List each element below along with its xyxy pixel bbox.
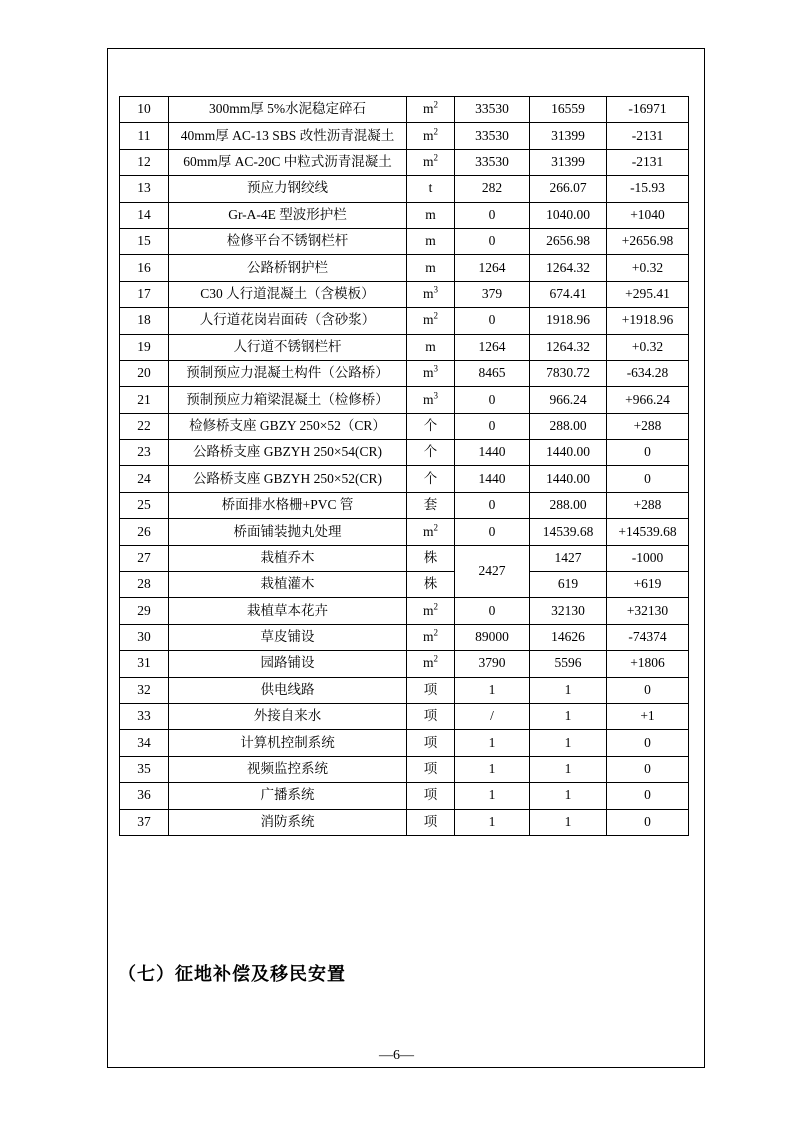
design-quantity-cell: 0 bbox=[455, 598, 530, 624]
item-name-cell: 公路桥钢护栏 bbox=[169, 255, 407, 281]
unit-text: m bbox=[422, 101, 434, 117]
unit-text: m bbox=[422, 365, 434, 381]
item-name-cell: 园路铺设 bbox=[169, 651, 407, 677]
quantity-table-body bbox=[120, 97, 689, 836]
design-quantity-cell: 282 bbox=[455, 176, 530, 202]
unit-superscript: 3 bbox=[433, 390, 438, 401]
unit-text: 个 bbox=[423, 444, 438, 460]
table-row bbox=[120, 572, 689, 598]
change-quantity-cell: -74374 bbox=[607, 624, 689, 650]
unit-superscript: 3 bbox=[433, 284, 438, 295]
unit-text: t bbox=[428, 180, 433, 196]
change-quantity-cell: 0 bbox=[607, 440, 689, 466]
unit-text: 项 bbox=[423, 734, 438, 750]
design-quantity-cell: 1264 bbox=[455, 255, 530, 281]
unit-superscript: 2 bbox=[433, 152, 438, 163]
table-row bbox=[120, 809, 689, 835]
unit-text: 项 bbox=[423, 813, 438, 829]
actual-quantity-cell: 1 bbox=[530, 809, 607, 835]
design-quantity-cell: 2427 bbox=[455, 545, 530, 598]
unit-text: 项 bbox=[423, 681, 438, 697]
unit-cell bbox=[407, 730, 455, 756]
unit-text: 项 bbox=[423, 787, 438, 803]
row-number-cell: 23 bbox=[120, 440, 169, 466]
table-row bbox=[120, 756, 689, 782]
item-name-cell: 检修平台不锈钢栏杆 bbox=[169, 228, 407, 254]
unit-cell bbox=[407, 149, 455, 175]
change-quantity-cell: -2131 bbox=[607, 123, 689, 149]
design-quantity-cell: 1 bbox=[455, 677, 530, 703]
design-quantity-cell: 1440 bbox=[455, 466, 530, 492]
actual-quantity-cell: 2656.98 bbox=[530, 228, 607, 254]
table-row bbox=[120, 308, 689, 334]
change-quantity-cell: +295.41 bbox=[607, 281, 689, 307]
table-row bbox=[120, 624, 689, 650]
unit-cell bbox=[407, 281, 455, 307]
change-quantity-cell: +288 bbox=[607, 492, 689, 518]
unit-text: m bbox=[422, 523, 434, 539]
design-quantity-cell: 33530 bbox=[455, 97, 530, 123]
change-quantity-cell: 0 bbox=[607, 809, 689, 835]
actual-quantity-cell: 288.00 bbox=[530, 492, 607, 518]
item-name-cell: 桥面排水格栅+PVC 管 bbox=[169, 492, 407, 518]
row-number-cell: 19 bbox=[120, 334, 169, 360]
unit-cell bbox=[407, 334, 455, 360]
table-row bbox=[120, 730, 689, 756]
change-quantity-cell: +966.24 bbox=[607, 387, 689, 413]
row-number-cell: 11 bbox=[120, 123, 169, 149]
design-quantity-cell: 8465 bbox=[455, 360, 530, 386]
unit-superscript: 2 bbox=[433, 522, 438, 533]
table-row bbox=[120, 651, 689, 677]
row-number-cell: 18 bbox=[120, 308, 169, 334]
row-number-cell: 26 bbox=[120, 519, 169, 545]
row-number-cell: 27 bbox=[120, 545, 169, 571]
item-name-cell: 公路桥支座 GBZYH 250×52(CR) bbox=[169, 466, 407, 492]
unit-text: m bbox=[422, 127, 434, 143]
design-quantity-cell: 33530 bbox=[455, 149, 530, 175]
table-row bbox=[120, 519, 689, 545]
item-name-cell: 计算机控制系统 bbox=[169, 730, 407, 756]
design-quantity-cell: 379 bbox=[455, 281, 530, 307]
row-number-cell: 17 bbox=[120, 281, 169, 307]
actual-quantity-cell: 1 bbox=[530, 783, 607, 809]
design-quantity-cell: 3790 bbox=[455, 651, 530, 677]
actual-quantity-cell: 1 bbox=[530, 730, 607, 756]
unit-text: m bbox=[422, 629, 434, 645]
change-quantity-cell: +288 bbox=[607, 413, 689, 439]
item-name-cell: 外接自来水 bbox=[169, 703, 407, 729]
row-number-cell: 16 bbox=[120, 255, 169, 281]
actual-quantity-cell: 288.00 bbox=[530, 413, 607, 439]
actual-quantity-cell: 674.41 bbox=[530, 281, 607, 307]
change-quantity-cell: 0 bbox=[607, 783, 689, 809]
row-number-cell: 24 bbox=[120, 466, 169, 492]
item-name-cell: 60mm厚 AC-20C 中粒式沥青混凝土 bbox=[169, 149, 407, 175]
item-name-cell: 40mm厚 AC-13 SBS 改性沥青混凝土 bbox=[169, 123, 407, 149]
unit-superscript: 2 bbox=[433, 627, 438, 638]
table-row bbox=[120, 97, 689, 123]
design-quantity-cell: 1 bbox=[455, 756, 530, 782]
unit-superscript: 2 bbox=[433, 99, 438, 110]
page-number: —6— bbox=[379, 1048, 414, 1063]
unit-cell bbox=[407, 756, 455, 782]
unit-text: 个 bbox=[423, 417, 438, 433]
actual-quantity-cell: 1264.32 bbox=[530, 334, 607, 360]
unit-text: m bbox=[422, 655, 434, 671]
row-number-cell: 12 bbox=[120, 149, 169, 175]
design-quantity-cell: 0 bbox=[455, 308, 530, 334]
unit-cell bbox=[407, 624, 455, 650]
unit-cell bbox=[407, 176, 455, 202]
row-number-cell: 13 bbox=[120, 176, 169, 202]
actual-quantity-cell: 1918.96 bbox=[530, 308, 607, 334]
actual-quantity-cell: 1 bbox=[530, 703, 607, 729]
actual-quantity-cell: 31399 bbox=[530, 149, 607, 175]
row-number-cell: 15 bbox=[120, 228, 169, 254]
row-number-cell: 31 bbox=[120, 651, 169, 677]
row-number-cell: 29 bbox=[120, 598, 169, 624]
change-quantity-cell: +0.32 bbox=[607, 255, 689, 281]
section-heading: （七）征地补偿及移民安置 bbox=[118, 964, 346, 985]
unit-superscript: 2 bbox=[433, 653, 438, 664]
table-row bbox=[120, 255, 689, 281]
change-quantity-cell: -16971 bbox=[607, 97, 689, 123]
actual-quantity-cell: 32130 bbox=[530, 598, 607, 624]
change-quantity-cell: 0 bbox=[607, 466, 689, 492]
row-number-cell: 25 bbox=[120, 492, 169, 518]
unit-superscript: 2 bbox=[433, 310, 438, 321]
row-number-cell: 28 bbox=[120, 572, 169, 598]
item-name-cell: 供电线路 bbox=[169, 677, 407, 703]
change-quantity-cell: -15.93 bbox=[607, 176, 689, 202]
row-number-cell: 14 bbox=[120, 202, 169, 228]
unit-cell bbox=[407, 677, 455, 703]
table-row bbox=[120, 202, 689, 228]
row-number-cell: 33 bbox=[120, 703, 169, 729]
change-quantity-cell: 0 bbox=[607, 677, 689, 703]
change-quantity-cell: 0 bbox=[607, 756, 689, 782]
item-name-cell: 预制预应力箱梁混凝土（检修桥） bbox=[169, 387, 407, 413]
row-number-cell: 10 bbox=[120, 97, 169, 123]
table-row bbox=[120, 387, 689, 413]
unit-text: m bbox=[422, 154, 434, 170]
design-quantity-cell: 0 bbox=[455, 228, 530, 254]
unit-superscript: 2 bbox=[433, 126, 438, 137]
unit-cell bbox=[407, 228, 455, 254]
change-quantity-cell: +1040 bbox=[607, 202, 689, 228]
unit-cell bbox=[407, 492, 455, 518]
table-row bbox=[120, 440, 689, 466]
unit-text: m bbox=[425, 233, 436, 249]
unit-cell bbox=[407, 783, 455, 809]
table-row bbox=[120, 360, 689, 386]
item-name-cell: 视频监控系统 bbox=[169, 756, 407, 782]
unit-text: m bbox=[422, 602, 434, 618]
table-row bbox=[120, 149, 689, 175]
unit-cell bbox=[407, 519, 455, 545]
table-row bbox=[120, 677, 689, 703]
change-quantity-cell: +619 bbox=[607, 572, 689, 598]
design-quantity-cell: 0 bbox=[455, 202, 530, 228]
actual-quantity-cell: 1 bbox=[530, 756, 607, 782]
change-quantity-cell: +32130 bbox=[607, 598, 689, 624]
unit-cell bbox=[407, 572, 455, 598]
row-number-cell: 32 bbox=[120, 677, 169, 703]
design-quantity-cell: 0 bbox=[455, 413, 530, 439]
unit-cell bbox=[407, 703, 455, 729]
unit-cell bbox=[407, 809, 455, 835]
unit-cell bbox=[407, 413, 455, 439]
actual-quantity-cell: 266.07 bbox=[530, 176, 607, 202]
change-quantity-cell: +1806 bbox=[607, 651, 689, 677]
actual-quantity-cell: 1440.00 bbox=[530, 466, 607, 492]
change-quantity-cell: -1000 bbox=[607, 545, 689, 571]
unit-text: 株 bbox=[423, 576, 438, 592]
design-quantity-cell: 0 bbox=[455, 519, 530, 545]
row-number-cell: 35 bbox=[120, 756, 169, 782]
design-quantity-cell: 33530 bbox=[455, 123, 530, 149]
design-quantity-cell: 1 bbox=[455, 809, 530, 835]
table-row bbox=[120, 176, 689, 202]
unit-text: m bbox=[425, 338, 436, 354]
item-name-cell: 消防系统 bbox=[169, 809, 407, 835]
row-number-cell: 37 bbox=[120, 809, 169, 835]
row-number-cell: 20 bbox=[120, 360, 169, 386]
item-name-cell: 桥面铺装抛丸处理 bbox=[169, 519, 407, 545]
change-quantity-cell: +1 bbox=[607, 703, 689, 729]
unit-text: 套 bbox=[423, 497, 438, 513]
unit-text: 株 bbox=[423, 549, 438, 565]
actual-quantity-cell: 1 bbox=[530, 677, 607, 703]
unit-cell bbox=[407, 651, 455, 677]
actual-quantity-cell: 1440.00 bbox=[530, 440, 607, 466]
row-number-cell: 30 bbox=[120, 624, 169, 650]
unit-text: m bbox=[422, 286, 434, 301]
actual-quantity-cell: 1264.32 bbox=[530, 255, 607, 281]
change-quantity-cell: 0 bbox=[607, 730, 689, 756]
table-row bbox=[120, 492, 689, 518]
item-name-cell: C30 人行道混凝土（含模板） bbox=[169, 281, 407, 307]
row-number-cell: 21 bbox=[120, 387, 169, 413]
table-row bbox=[120, 545, 689, 571]
change-quantity-cell: -634.28 bbox=[607, 360, 689, 386]
unit-cell bbox=[407, 308, 455, 334]
unit-text: 项 bbox=[423, 708, 438, 724]
change-quantity-cell: +1918.96 bbox=[607, 308, 689, 334]
row-number-cell: 36 bbox=[120, 783, 169, 809]
actual-quantity-cell: 16559 bbox=[530, 97, 607, 123]
unit-text: m bbox=[422, 312, 434, 328]
item-name-cell: 预制预应力混凝土构件（公路桥） bbox=[169, 360, 407, 386]
design-quantity-cell: 1440 bbox=[455, 440, 530, 466]
item-name-cell: 人行道不锈钢栏杆 bbox=[169, 334, 407, 360]
unit-cell bbox=[407, 466, 455, 492]
actual-quantity-cell: 31399 bbox=[530, 123, 607, 149]
unit-cell bbox=[407, 545, 455, 571]
row-number-cell: 22 bbox=[120, 413, 169, 439]
item-name-cell: 栽植乔木 bbox=[169, 545, 407, 571]
unit-cell bbox=[407, 255, 455, 281]
design-quantity-cell: 0 bbox=[455, 387, 530, 413]
actual-quantity-cell: 1427 bbox=[530, 545, 607, 571]
change-quantity-cell: +0.32 bbox=[607, 334, 689, 360]
unit-text: m bbox=[425, 259, 436, 275]
design-quantity-cell: 0 bbox=[455, 492, 530, 518]
table-row bbox=[120, 703, 689, 729]
item-name-cell: 广播系统 bbox=[169, 783, 407, 809]
quantity-table bbox=[119, 96, 689, 836]
actual-quantity-cell: 5596 bbox=[530, 651, 607, 677]
item-name-cell: 公路桥支座 GBZYH 250×54(CR) bbox=[169, 440, 407, 466]
unit-cell bbox=[407, 387, 455, 413]
unit-cell bbox=[407, 123, 455, 149]
table-row bbox=[120, 228, 689, 254]
actual-quantity-cell: 7830.72 bbox=[530, 360, 607, 386]
actual-quantity-cell: 14626 bbox=[530, 624, 607, 650]
change-quantity-cell: +2656.98 bbox=[607, 228, 689, 254]
actual-quantity-cell: 966.24 bbox=[530, 387, 607, 413]
design-quantity-cell: 1264 bbox=[455, 334, 530, 360]
table-row bbox=[120, 123, 689, 149]
item-name-cell: 栽植灌木 bbox=[169, 572, 407, 598]
design-quantity-cell: / bbox=[455, 703, 530, 729]
item-name-cell: 预应力钢绞线 bbox=[169, 176, 407, 202]
design-quantity-cell: 1 bbox=[455, 730, 530, 756]
design-quantity-cell: 89000 bbox=[455, 624, 530, 650]
table-row bbox=[120, 413, 689, 439]
actual-quantity-cell: 1040.00 bbox=[530, 202, 607, 228]
actual-quantity-cell: 14539.68 bbox=[530, 519, 607, 545]
unit-superscript: 3 bbox=[433, 363, 438, 374]
table-row bbox=[120, 334, 689, 360]
item-name-cell: 检修桥支座 GBZY 250×52（CR） bbox=[169, 413, 407, 439]
item-name-cell: 栽植草本花卉 bbox=[169, 598, 407, 624]
unit-text: 个 bbox=[423, 470, 438, 486]
unit-text: 项 bbox=[423, 761, 438, 777]
unit-text: m bbox=[422, 391, 434, 407]
unit-cell bbox=[407, 440, 455, 466]
actual-quantity-cell: 619 bbox=[530, 572, 607, 598]
item-name-cell: 草皮铺设 bbox=[169, 624, 407, 650]
unit-cell bbox=[407, 202, 455, 228]
item-name-cell: 人行道花岗岩面砖（含砂浆） bbox=[169, 308, 407, 334]
row-number-cell: 34 bbox=[120, 730, 169, 756]
unit-cell bbox=[407, 360, 455, 386]
unit-cell bbox=[407, 598, 455, 624]
unit-superscript: 2 bbox=[433, 601, 438, 612]
change-quantity-cell: -2131 bbox=[607, 149, 689, 175]
design-quantity-cell: 1 bbox=[455, 783, 530, 809]
item-name-cell: 300mm厚 5%水泥稳定碎石 bbox=[169, 97, 407, 123]
table-row bbox=[120, 783, 689, 809]
item-name-cell: Gr-A-4E 型波形护栏 bbox=[169, 202, 407, 228]
table-row bbox=[120, 281, 689, 307]
unit-cell bbox=[407, 97, 455, 123]
unit-text: m bbox=[425, 206, 436, 222]
table-row bbox=[120, 598, 689, 624]
table-row bbox=[120, 466, 689, 492]
change-quantity-cell: +14539.68 bbox=[607, 519, 689, 545]
